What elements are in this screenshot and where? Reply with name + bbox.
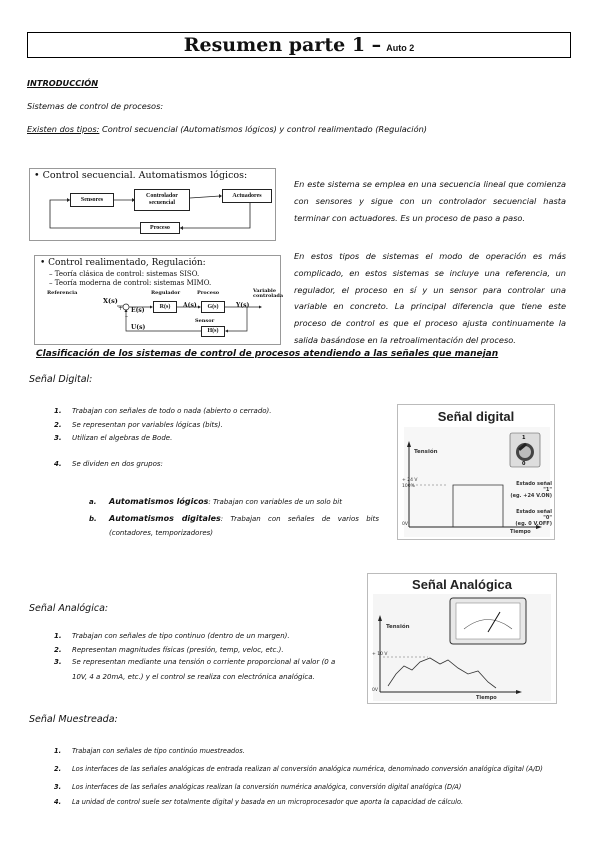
list-item <box>54 746 574 757</box>
item-text: Se dividen en dos grupos: <box>72 459 163 468</box>
list-item <box>89 512 379 540</box>
item-letter: a. <box>89 498 97 506</box>
fb-rs-box: R(s) <box>153 301 177 313</box>
digital-estado1 <box>508 481 552 499</box>
list-item <box>54 797 574 808</box>
seq-arrows <box>30 169 275 240</box>
digital-one: 1 <box>522 435 526 441</box>
list-item <box>54 655 350 684</box>
seq-actuadores-box: Actuadores <box>222 189 272 203</box>
estado1b-text: (eg. +24 V.ON) <box>510 493 552 499</box>
fb-us: U(s) <box>131 324 146 331</box>
digital-v24: + 24 V <box>402 478 418 483</box>
item-number: 1. <box>54 632 62 640</box>
digital-list <box>54 403 374 472</box>
item-number: 4. <box>54 798 62 806</box>
analog-list <box>54 628 350 684</box>
fb-variable-label: Variable controlada <box>253 288 284 299</box>
classification-heading: Clasificación de los sistemas de control de procesos atendiendo a las señales que manejan <box>36 349 499 359</box>
page-subtitle: Auto 2 <box>386 43 415 53</box>
item-bold: Automatismos digitales <box>109 513 221 523</box>
digital-img-title: Señal digital <box>437 409 515 424</box>
fb-description: En estos tipos de sistemas el modo de operación es más complicado, en estos sistemas se incluye una referencia, un regulador, el proceso en sí y un sensor para controlar una variable en concreto. La principal diferencia que tiene este proceso de control es que el proceso ajusta continuamente la salida basándose en la retroalimentación del proceso. <box>294 251 566 345</box>
item-text: Representan magnitudes físicas (presión, temp, veloc, etc.). <box>72 645 284 654</box>
analog-img-title: Señal Analógica <box>412 577 512 592</box>
estado1-text: Estado señal "1" <box>516 481 552 493</box>
fb-xs: X(s) <box>103 297 118 305</box>
fb-hs-box: H(s) <box>201 326 225 337</box>
feedback-diagram <box>34 255 284 345</box>
types-text: Control secuencial (Automatismos lógicos) y control realimentado (Regulación) <box>99 124 427 134</box>
digital-tension: Tensión <box>414 449 438 455</box>
sampled-heading: Señal Muestreada: <box>29 714 118 725</box>
fb-referencia-label: Referencia <box>47 290 78 296</box>
digital-zero-switch: 0 <box>522 461 526 467</box>
item-number: 2. <box>54 645 62 654</box>
digital-pct: 100% <box>402 484 415 489</box>
estado0b-text: (eg. 0 V.OFF) <box>515 521 552 527</box>
sampled-list <box>54 746 574 808</box>
fb-ys: Y(s) <box>236 302 250 309</box>
analog-0v: 0V <box>372 688 378 693</box>
item-text: Se representan mediante una tensión o corriente proporcional al valor (0 a 10V, 4 a 20mA, etc.) y el control se realiza con electrónica analógica. <box>72 658 336 681</box>
seq-diagram-title: • Control secuencial. Automatismos lógicos: <box>34 170 248 181</box>
digital-estado0 <box>508 509 552 527</box>
item-number: 3. <box>54 782 62 791</box>
item-number: 3. <box>54 658 62 666</box>
fb-title-text: Control realimentado, Regulación: <box>48 258 206 268</box>
fb-regulador-label: Regulador <box>151 290 181 296</box>
fb-as: A(s) <box>183 302 197 309</box>
fb-arrows <box>35 256 284 344</box>
fb-proceso-label: Proceso <box>197 290 220 296</box>
seq-proceso-box: Proceso <box>140 222 180 234</box>
fb-gs-box: G(s) <box>201 301 225 313</box>
intro-types <box>27 124 427 135</box>
item-bold: Automatismos lógicos <box>109 497 209 506</box>
fb-es: E(s) <box>131 307 145 314</box>
item-number: 4. <box>54 459 62 468</box>
item-text: Los interfaces de las señales analógicas realizan la conversión numérica analógica, conversión digital analógica (D/A) <box>72 782 462 791</box>
list-item <box>54 782 574 793</box>
item-number: 2. <box>54 420 62 429</box>
digital-heading: Señal Digital: <box>29 374 93 385</box>
analog-signal-image <box>367 573 557 704</box>
list-item <box>54 762 574 777</box>
digital-0v: 0V <box>402 522 408 527</box>
analog-v: + 10 V <box>372 652 388 657</box>
seq-title-text: Control secuencial. Automatismos lógicos: <box>42 170 248 181</box>
intro-heading: INTRODUCCIÓN <box>27 78 99 88</box>
page-title: Resumen parte 1 – <box>183 34 382 56</box>
fb-minus: – <box>125 313 128 320</box>
estado0-text: Estado señal "0" <box>516 509 552 521</box>
fb-plus: + <box>118 305 124 312</box>
item-text: Trabajan con señales de todo o nada (abierto o cerrado). <box>72 407 272 415</box>
intro-line: Sistemas de control de procesos: <box>27 101 164 111</box>
digital-tiempo: Tiempo <box>510 529 531 535</box>
list-item <box>54 456 374 473</box>
types-label: Existen dos tipos: <box>27 124 100 134</box>
item-number: 1. <box>54 747 62 755</box>
list-item <box>89 494 379 511</box>
seq-sensores-box: Sensores <box>70 193 114 207</box>
analog-heading: Señal Analógica: <box>29 603 109 614</box>
sequential-diagram <box>29 168 276 241</box>
title-box <box>27 32 571 58</box>
analog-tiempo: Tiempo <box>476 695 497 701</box>
analog-tension: Tensión <box>386 624 410 630</box>
digital-signal-image <box>397 404 555 540</box>
item-text: Utilizan el algebras de Bode. <box>72 434 173 442</box>
item-number: 2. <box>54 764 62 773</box>
digital-sublist <box>89 494 379 540</box>
item-text: Trabajan con señales de tipo continúo muestreados. <box>72 747 245 755</box>
seq-description: En este sistema se emplea en una secuencia lineal que comienza con sensores y sigue con un controlador secuencial hasta terminar con actuadores. Es un proceso de paso a paso. <box>294 179 566 223</box>
fb-line1: – Teoría clásica de control: sistemas SISO. <box>49 270 200 278</box>
fb-diagram-title: • Control realimentado, Regulación: <box>40 258 206 268</box>
fb-line2: – Teoría moderna de control: sistemas MIMO. <box>49 279 212 287</box>
seq-controlador-box: Controlador secuencial <box>134 189 190 211</box>
item-text: Los interfaces de las señales analógicas de entrada realizan al conversión analógica numérica, denominado conversión analógica digital (A/D) <box>72 764 543 773</box>
item-text: La unidad de control suele ser totalmente digital y basada en un microprocesador que aporta la capacidad de cálculo. <box>72 798 464 806</box>
item-text: : Trabajan con variables de un solo bit <box>208 498 342 506</box>
item-number: 1. <box>54 407 62 415</box>
item-text: Trabajan con señales de tipo continuo (dentro de un margen). <box>72 632 290 640</box>
item-letter: b. <box>89 514 97 523</box>
fb-sensor-label: Sensor <box>195 318 215 324</box>
analog-chart <box>368 574 556 703</box>
item-text: : Trabajan con señales de varios bits (contadores, temporizadores) <box>109 514 379 537</box>
item-number: 3. <box>54 434 62 442</box>
item-text: Se representan por variables lógicas (bits). <box>72 420 223 429</box>
list-item <box>54 430 374 447</box>
